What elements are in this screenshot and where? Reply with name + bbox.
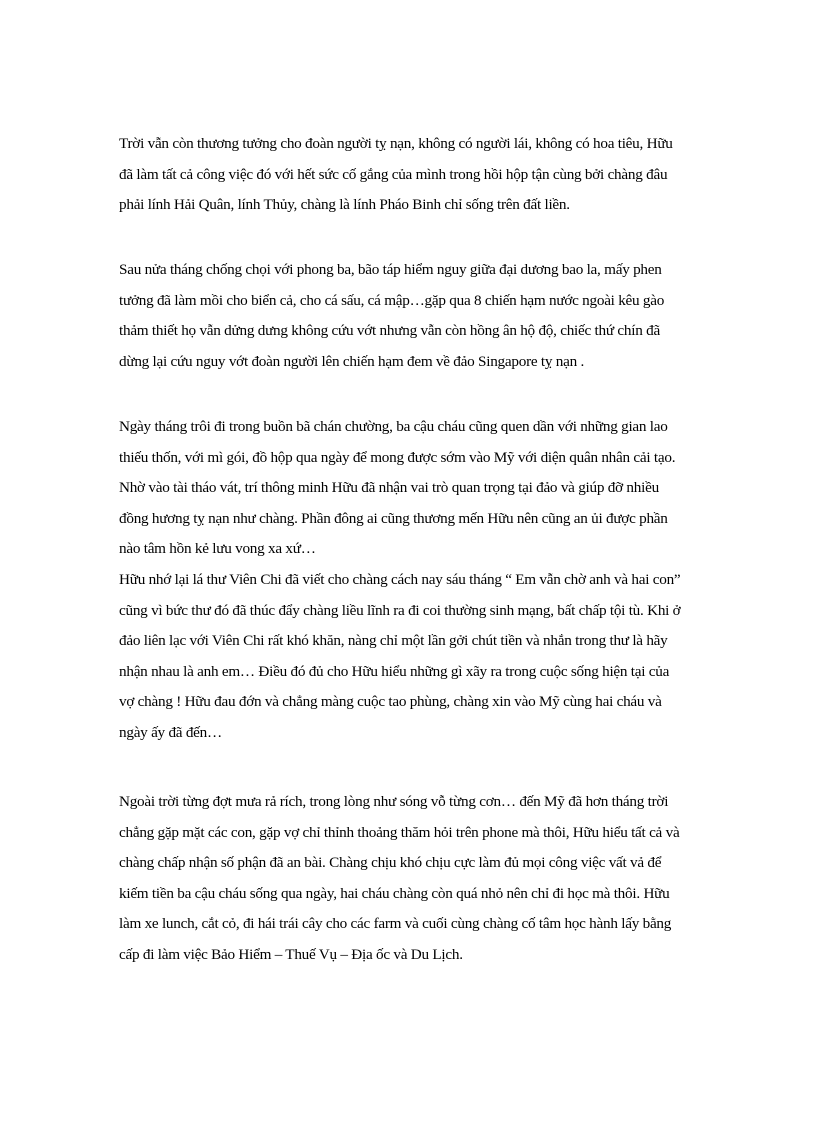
text-line: cũng vì bức thư đó đã thúc đẩy chàng liều lĩnh ra đi coi thường sinh mạng, bất chấp tội tù. Khi ở	[119, 601, 681, 619]
text-line: Ngày tháng trôi đi trong buồn bã chán chường, ba cậu cháu cũng quen dần với những gian lao	[119, 418, 668, 435]
text-line: dừng lại cứu nguy vớt đoàn người lên chiến hạm đem về đảo Singapore tỵ nạn .	[119, 352, 585, 370]
text-line: đảo liên lạc với Viên Chi rất khó khăn, nàng chỉ một lần gởi chút tiền và nhắn trong thư là hãy	[119, 632, 668, 650]
text-line: cấp đi làm việc Bảo Hiểm – Thuế Vụ – Địa ốc và Du Lịch.	[119, 945, 463, 963]
text-line: ngày ấy đã đến…	[119, 723, 222, 741]
paragraph-1	[119, 129, 719, 221]
text-line: tưởng đã làm mồi cho biển cả, cho cá sấu, cá mập…gặp qua 8 chiến hạm nước ngoài kêu gào	[119, 291, 665, 309]
paragraph-4	[119, 787, 719, 971]
text-line: chẳng gặp mặt các con, gặp vợ chỉ thỉnh thoảng thăm hỏi trên phone mà thôi, Hữu hiểu tất cả và	[119, 823, 680, 841]
paragraph-3	[119, 412, 719, 749]
text-line: nhận nhau là anh em… Điều đó đủ cho Hữu hiểu những gì xãy ra trong cuộc sống hiện tại của	[119, 662, 670, 680]
text-line: vợ chàng ! Hữu đau đớn và chẳng màng cuộc tao phùng, chàng xin vào Mỹ cùng hai cháu và	[119, 693, 662, 711]
text-line: thảm thiết họ vẫn dửng dưng không cứu vớt nhưng vẫn còn hồng ân hộ độ, chiếc thứ chín đã	[119, 322, 660, 340]
text-line: kiếm tiền ba cậu cháu sống qua ngày, hai cháu chàng còn quá nhỏ nên chỉ đi học mà thôi. Hữu	[119, 884, 670, 902]
text-line: Ngoài trời từng đợt mưa rả rích, trong lòng như sóng vỗ từng cơn… đến Mỹ đã hơn tháng trời	[119, 793, 669, 810]
text-line: đồng hương tỵ nạn như chàng. Phần đông ai cũng thương mến Hữu nên cũng an ủi được phần	[119, 509, 668, 527]
paragraph-2	[119, 255, 719, 377]
text-line: Sau nửa tháng chống chọi với phong ba, bão táp hiểm nguy giữa đại dương bao la, mấy phen	[119, 261, 662, 278]
text-line: Trời vẫn còn thương tưởng cho đoàn người tỵ nạn, không có người lái, không có hoa tiêu, Hữu	[119, 135, 673, 152]
text-line: làm xe lunch, cắt cỏ, đi hái trái cây cho các farm và cuối cùng chàng cố tâm học hành lấy bằng	[119, 915, 672, 933]
text-line: Hữu nhớ lại lá thư Viên Chi đã viết cho chàng cách nay sáu tháng “ Em vẫn chờ anh và hai con”	[119, 570, 681, 588]
text-line: Nhờ vào tài tháo vát, trí thông minh Hữu đã nhận vai trò quan trọng tại đảo và giúp đỡ nhiều	[119, 479, 659, 497]
text-line: nào tâm hồn kẻ lưu vong xa xứ…	[119, 540, 316, 558]
text-line: chàng chấp nhận số phận đã an bài. Chàng chịu khó chịu cực làm đủ mọi công việc vất vả để	[119, 854, 662, 872]
text-line: đã làm tất cả công việc đó với hết sức cố gắng của mình trong hồi hộp tận cùng bởi chàng đâu	[119, 165, 668, 183]
text-line: phải lính Hải Quân, lính Thủy, chàng là lính Pháo Binh chỉ sống trên đất liền.	[119, 196, 570, 214]
text-line: thiếu thốn, với mì gói, đồ hộp qua ngày để mong được sớm vào Mỹ với diện quân nhân cải tạo.	[119, 448, 676, 466]
